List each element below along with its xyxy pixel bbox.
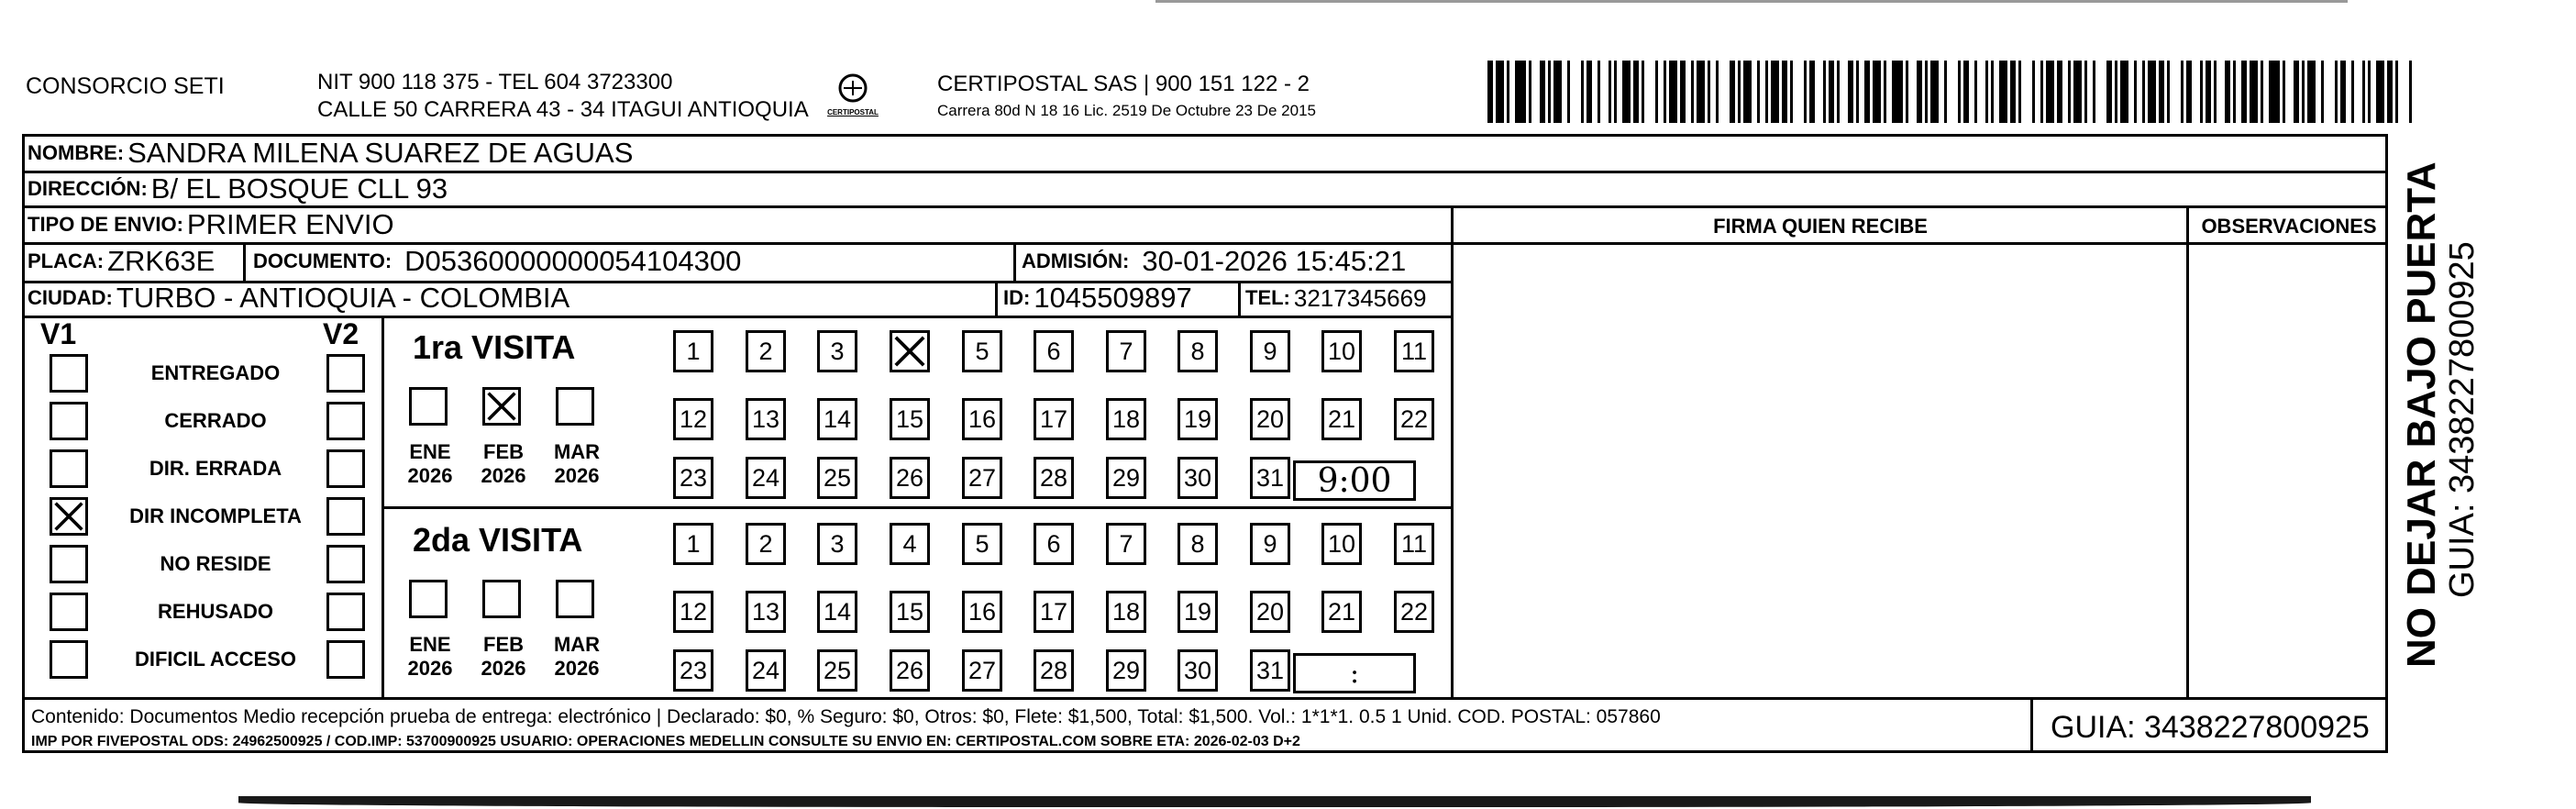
- tel-row: [1245, 281, 1427, 316]
- day-box-13[interactable]: 13: [746, 591, 786, 633]
- day-box-24[interactable]: 24: [746, 457, 786, 499]
- rule-visits: [383, 506, 1453, 509]
- barcode-bar: [1743, 61, 1752, 123]
- status-label: DIR. ERRADA: [149, 457, 282, 480]
- day-box-2[interactable]: 2: [746, 523, 786, 565]
- month-checkbox-ene[interactable]: [409, 387, 448, 426]
- status-label: DIFICIL ACCESO: [134, 648, 296, 670]
- barcode-bar: [1815, 61, 1823, 123]
- v1-checkbox[interactable]: [50, 545, 88, 583]
- documento-label: DOCUMENTO:: [253, 249, 392, 272]
- month-year: 2026: [554, 464, 600, 487]
- month-name: MAR: [553, 440, 601, 463]
- barcode-bar: [2095, 61, 2106, 123]
- barcode-bar: [1840, 61, 1848, 123]
- contenido-line: Contenido: Documentos Medio recepción prueba de entrega: electrónico | Declarado: $0, % Seguro: $0, Otros: $0, Flete: $1,500, Total: $1,500. Vol.: 1*1*1. 0.5 1 Unid. COD. POSTAL: 057860: [31, 706, 1661, 727]
- month-name: FEB: [483, 633, 524, 656]
- placa-row: [28, 244, 215, 279]
- month-year: 2026: [554, 657, 600, 680]
- barcode-bar: [2250, 61, 2258, 123]
- imp-line: IMP POR FIVEPOSTAL ODS: 24962500925 / COD.IMP: 53700900925 USUARIO: OPERACIONES MEDELLIN CONSULTE SU ENVIO EN: CERTIPOSTAL.COM SOBRE ETA: 2026-02-03 D+2: [31, 734, 1300, 749]
- certipostal-logo-icon: [824, 68, 882, 127]
- barcode-bar: [1553, 61, 1562, 123]
- nombre-row: [28, 136, 633, 171]
- day-box-31[interactable]: 31: [1250, 457, 1290, 499]
- day-box-11[interactable]: 11: [1394, 330, 1434, 372]
- barcode-bar: [2148, 61, 2156, 123]
- day-box-29[interactable]: 29: [1106, 649, 1146, 692]
- barcode-bar: [1793, 61, 1804, 123]
- day-box-5[interactable]: 5: [962, 523, 1002, 565]
- footer-guia: GUIA: 3438227800925: [2051, 710, 2370, 745]
- certipostal-logo: [824, 68, 882, 127]
- observaciones-header: OBSERVACIONES: [2201, 215, 2377, 238]
- barcode-bar: [1644, 61, 1655, 123]
- v2-checkbox[interactable]: [326, 449, 365, 488]
- barcode-bar: [1570, 61, 1581, 123]
- day-box-12[interactable]: 12: [673, 398, 713, 440]
- tipo-row: [28, 207, 394, 242]
- nombre-label: NOMBRE:: [28, 141, 125, 164]
- tel-value: 3217345669: [1293, 283, 1427, 312]
- v2-label: V2: [323, 317, 359, 350]
- direccion-value: B/ EL BOSQUE CLL 93: [150, 172, 448, 205]
- barcode-bar: [2192, 61, 2200, 123]
- company-name: CONSORCIO SETI: [26, 73, 225, 99]
- ciudad-row: [28, 281, 569, 316]
- day-box-25[interactable]: 25: [817, 457, 857, 499]
- day-box-3[interactable]: 3: [817, 523, 857, 565]
- v1-checkbox[interactable]: [50, 593, 88, 631]
- day-box-29[interactable]: 29: [1106, 457, 1146, 499]
- admision-label: ADMISIÓN:: [1022, 249, 1130, 272]
- barcode-bar: [2412, 61, 2417, 123]
- barcode-bar: [2073, 61, 2082, 123]
- v2-checkbox[interactable]: [326, 593, 365, 631]
- v1-label: V1: [40, 317, 77, 350]
- day-box-8[interactable]: 8: [1177, 523, 1218, 565]
- firma-header: FIRMA QUIEN RECIBE: [1713, 215, 1928, 238]
- day-box-9[interactable]: 9: [1250, 330, 1290, 372]
- visit-time-box[interactable]: 9:00: [1293, 460, 1416, 501]
- day-box-4[interactable]: 4: [890, 523, 930, 565]
- day-box-16[interactable]: 16: [962, 591, 1002, 633]
- day-box-16[interactable]: 16: [962, 398, 1002, 440]
- barcode-bar: [1531, 61, 1540, 123]
- day-box-1[interactable]: 1: [673, 523, 713, 565]
- day-box-18[interactable]: 18: [1106, 398, 1146, 440]
- visit-title: 2da VISITA: [413, 521, 583, 559]
- day-box-7[interactable]: 7: [1106, 330, 1146, 372]
- admision-row: [1022, 244, 1406, 279]
- day-box-6[interactable]: 6: [1034, 330, 1074, 372]
- scan-edge-top: [1155, 0, 2348, 3]
- barcode-bar: [1719, 61, 1730, 123]
- side-notice: NO DEJAR BAJO PUERTA: [2399, 161, 2444, 668]
- rule-col-header: [1453, 242, 2388, 245]
- day-box-23[interactable]: 23: [673, 457, 713, 499]
- barcode-bar: [2354, 61, 2362, 123]
- vline-firma: [1451, 205, 1454, 697]
- barcode-bar: [1622, 61, 1631, 123]
- month-name: MAR: [553, 633, 601, 656]
- side-guia: GUIA: 3438227800925: [2443, 241, 2482, 598]
- day-box-22[interactable]: 22: [1394, 591, 1434, 633]
- month-checkbox-feb[interactable]: [482, 387, 521, 426]
- day-box-31[interactable]: 31: [1250, 649, 1290, 692]
- barcode-bar: [2307, 61, 2316, 123]
- vline-admision: [1013, 242, 1016, 281]
- barcode-bar: [1977, 61, 1985, 123]
- admision-value: 30-01-2026 15:45:21: [1142, 245, 1407, 277]
- day-box-2[interactable]: 2: [746, 330, 786, 372]
- day-box-9[interactable]: 9: [1250, 523, 1290, 565]
- day-box-8[interactable]: 8: [1177, 330, 1218, 372]
- barcode-bar: [2398, 61, 2409, 123]
- barcode-bar: [2217, 61, 2225, 123]
- month-checkbox-mar[interactable]: [556, 387, 594, 426]
- status-label: DIR INCOMPLETA: [129, 504, 302, 527]
- barcode-bar: [1930, 61, 1939, 123]
- nombre-value: SANDRA MILENA SUAREZ DE AGUAS: [127, 137, 634, 169]
- barcode-bar: [2046, 61, 2054, 123]
- id-row: [1003, 281, 1192, 316]
- barcode-bar: [1873, 61, 1881, 123]
- day-box-7[interactable]: 7: [1106, 523, 1146, 565]
- day-box-12[interactable]: 12: [673, 591, 713, 633]
- day-box-17[interactable]: 17: [1034, 591, 1074, 633]
- status-label: NO RESIDE: [160, 552, 271, 575]
- ciudad-label: CIUDAD:: [28, 286, 113, 309]
- day-box-24[interactable]: 24: [746, 649, 786, 692]
- day-box-14[interactable]: 14: [817, 591, 857, 633]
- day-box-30[interactable]: 30: [1177, 649, 1218, 692]
- day-box-13[interactable]: 13: [746, 398, 786, 440]
- month-name: FEB: [483, 440, 524, 463]
- day-box-27[interactable]: 27: [962, 457, 1002, 499]
- barcode-bar: [2269, 61, 2280, 123]
- day-box-1[interactable]: 1: [673, 330, 713, 372]
- month-checkbox-ene[interactable]: [409, 580, 448, 618]
- certipostal-line: CERTIPOSTAL SAS | 900 151 122 - 2: [937, 72, 1310, 96]
- tel-label: TEL:: [1245, 286, 1290, 309]
- barcode-bar: [1908, 61, 1917, 123]
- v2-checkbox[interactable]: [326, 497, 365, 536]
- vline-status: [381, 316, 384, 697]
- rule-5: [22, 316, 1453, 318]
- v2-checkbox[interactable]: [326, 545, 365, 583]
- barcode-bar: [1697, 61, 1705, 123]
- v1-checkbox[interactable]: [50, 402, 88, 440]
- day-box-27[interactable]: 27: [962, 649, 1002, 692]
- documento-value: D05360000000054104300: [404, 245, 742, 277]
- barcode-bar: [1669, 61, 1677, 123]
- v1-checkbox[interactable]: [50, 640, 88, 679]
- vline-tel: [1238, 281, 1241, 316]
- day-box-18[interactable]: 18: [1106, 591, 1146, 633]
- day-box-28[interactable]: 28: [1034, 457, 1074, 499]
- day-box-22[interactable]: 22: [1394, 398, 1434, 440]
- month-name: ENE: [409, 440, 451, 463]
- day-box-14[interactable]: 14: [817, 398, 857, 440]
- barcode-bar: [2021, 61, 2032, 123]
- visit-title: 1ra VISITA: [413, 328, 576, 366]
- barcode-bar: [1771, 61, 1779, 123]
- nit-line: NIT 900 118 375 - TEL 604 3723300: [317, 70, 673, 94]
- day-box-5[interactable]: 5: [962, 330, 1002, 372]
- v1-checkbox[interactable]: [50, 497, 88, 536]
- month-checkbox-mar[interactable]: [556, 580, 594, 618]
- barcode-bar: [2376, 61, 2384, 123]
- v2-checkbox[interactable]: [326, 354, 365, 393]
- checkmark-x-icon: [52, 500, 85, 533]
- day-box-10[interactable]: 10: [1321, 330, 1362, 372]
- day-box-19[interactable]: 19: [1177, 398, 1218, 440]
- barcode-bar: [1515, 61, 1526, 123]
- status-label: CERRADO: [164, 409, 267, 432]
- v2-checkbox[interactable]: [326, 402, 365, 440]
- day-box-23[interactable]: 23: [673, 649, 713, 692]
- day-box-4[interactable]: [890, 330, 930, 372]
- day-box-11[interactable]: 11: [1394, 523, 1434, 565]
- visit-time-box[interactable]: :: [1293, 653, 1416, 693]
- barcode-bar: [2285, 61, 2294, 123]
- month-name: ENE: [409, 633, 451, 656]
- logo-text: CERTIPOSTAL: [827, 108, 879, 116]
- vline-id: [995, 281, 998, 316]
- day-box-21[interactable]: 21: [1321, 398, 1362, 440]
- day-box-25[interactable]: 25: [817, 649, 857, 692]
- day-box-20[interactable]: 20: [1250, 591, 1290, 633]
- month-year: 2026: [481, 657, 526, 680]
- day-box-26[interactable]: 26: [890, 649, 930, 692]
- status-label: ENTREGADO: [150, 361, 281, 384]
- scan-edge-bottom: [238, 796, 2311, 807]
- address-line: CALLE 50 CARRERA 43 - 34 ITAGUI ANTIOQUIA: [317, 97, 809, 122]
- v1-checkbox[interactable]: [50, 449, 88, 488]
- checkmark-x-icon: [892, 333, 927, 370]
- barcode-bar: [1600, 61, 1609, 123]
- barcode-bar: [1999, 61, 2007, 123]
- barcode-bar: [2324, 61, 2335, 123]
- barcode-bar: [2170, 61, 2181, 123]
- day-box-26[interactable]: 26: [890, 457, 930, 499]
- day-box-15[interactable]: 15: [890, 591, 930, 633]
- day-box-28[interactable]: 28: [1034, 649, 1074, 692]
- day-box-3[interactable]: 3: [817, 330, 857, 372]
- placa-value: ZRK63E: [107, 245, 216, 277]
- vline-placa: [243, 242, 246, 281]
- day-box-10[interactable]: 10: [1321, 523, 1362, 565]
- day-box-21[interactable]: 21: [1321, 591, 1362, 633]
- id-value: 1045509897: [1034, 282, 1192, 314]
- barcode-bar: [1892, 61, 1903, 123]
- v1-checkbox[interactable]: [50, 354, 88, 393]
- v2-checkbox[interactable]: [326, 640, 365, 679]
- month-year: 2026: [407, 657, 453, 680]
- checkmark-x-icon: [485, 390, 518, 423]
- ciudad-value: TURBO - ANTIOQUIA - COLOMBIA: [116, 282, 570, 314]
- direccion-label: DIRECCIÓN:: [28, 177, 148, 200]
- documento-row: [253, 244, 741, 279]
- day-box-17[interactable]: 17: [1034, 398, 1074, 440]
- direccion-row: [28, 172, 448, 206]
- month-year: 2026: [407, 464, 453, 487]
- day-box-30[interactable]: 30: [1177, 457, 1218, 499]
- barcode-bar: [1947, 61, 1958, 123]
- month-checkbox-feb[interactable]: [482, 580, 521, 618]
- rule-6: [22, 697, 2388, 700]
- license-line: Carrera 80d N 18 16 Lic. 2519 De Octubre 23 De 2015: [937, 102, 1316, 119]
- placa-label: PLACA:: [28, 249, 105, 272]
- barcode-bar: [2120, 61, 2128, 123]
- vline-observ: [2186, 205, 2189, 697]
- day-box-20[interactable]: 20: [1250, 398, 1290, 440]
- day-box-15[interactable]: 15: [890, 398, 930, 440]
- barcode-bar: [1496, 61, 1504, 123]
- id-label: ID:: [1003, 286, 1031, 309]
- tipo-label: TIPO DE ENVIO:: [28, 213, 183, 236]
- day-box-19[interactable]: 19: [1177, 591, 1218, 633]
- status-label: REHUSADO: [158, 600, 273, 623]
- vline-guia-footer: [2030, 697, 2033, 753]
- barcode: [1487, 61, 2423, 123]
- tipo-value: PRIMER ENVIO: [186, 208, 394, 240]
- month-year: 2026: [481, 464, 526, 487]
- day-box-6[interactable]: 6: [1034, 523, 1074, 565]
